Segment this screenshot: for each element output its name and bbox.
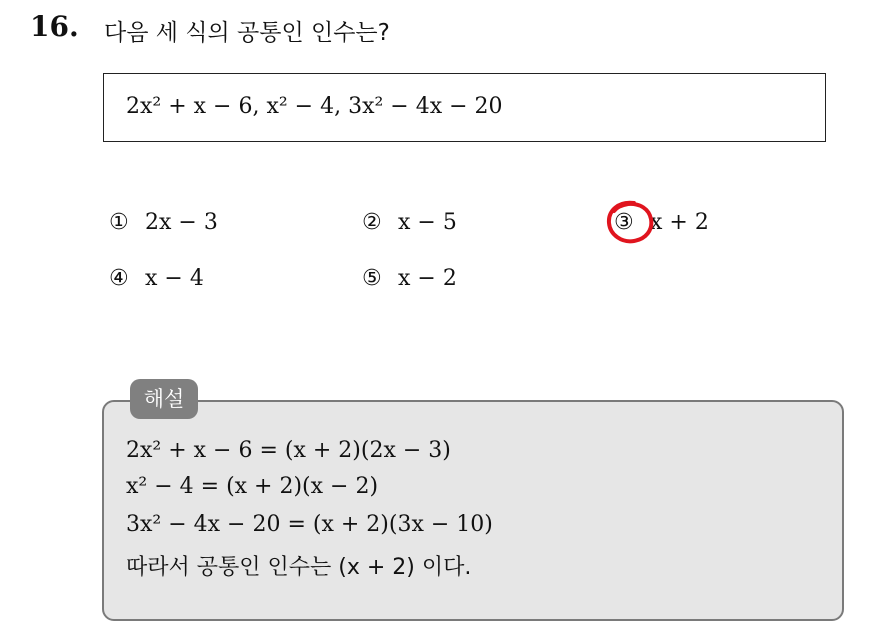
- given-expressions-box: [103, 73, 826, 142]
- choice-5[interactable]: [362, 266, 457, 291]
- question-number: 16.: [30, 10, 79, 43]
- solution-conclusion: 따라서 공통인 인수는 (x + 2) 이다.: [126, 555, 472, 580]
- solution-line-2: x² − 4 = (x + 2)(x − 2): [126, 474, 379, 499]
- choice-marker: ③: [614, 210, 634, 235]
- choice-marker: ②: [362, 210, 382, 235]
- solution-line-1: 2x² + x − 6 = (x + 2)(2x − 3): [126, 438, 451, 463]
- choice-1[interactable]: [109, 210, 218, 235]
- choice-2[interactable]: [362, 210, 457, 235]
- choice-value: 2x − 3: [145, 210, 218, 235]
- choice-marker: ⑤: [362, 266, 382, 291]
- question-text: 다음 세 식의 공통인 인수는?: [104, 20, 390, 46]
- solution-label: 해설: [130, 379, 198, 419]
- choice-marker: ④: [109, 266, 129, 291]
- choice-value: x − 2: [398, 266, 457, 291]
- choice-marker: ①: [109, 210, 129, 235]
- solution-box: [102, 400, 844, 621]
- given-expressions: 2x² + x − 6, x² − 4, 3x² − 4x − 20: [126, 94, 503, 119]
- choice-value: x − 5: [398, 210, 457, 235]
- solution-line-3: 3x² − 4x − 20 = (x + 2)(3x − 10): [126, 512, 493, 537]
- choice-value: x − 4: [145, 266, 204, 291]
- choice-value: x + 2: [650, 210, 709, 235]
- choice-4[interactable]: [109, 266, 204, 291]
- choice-3[interactable]: [614, 210, 709, 235]
